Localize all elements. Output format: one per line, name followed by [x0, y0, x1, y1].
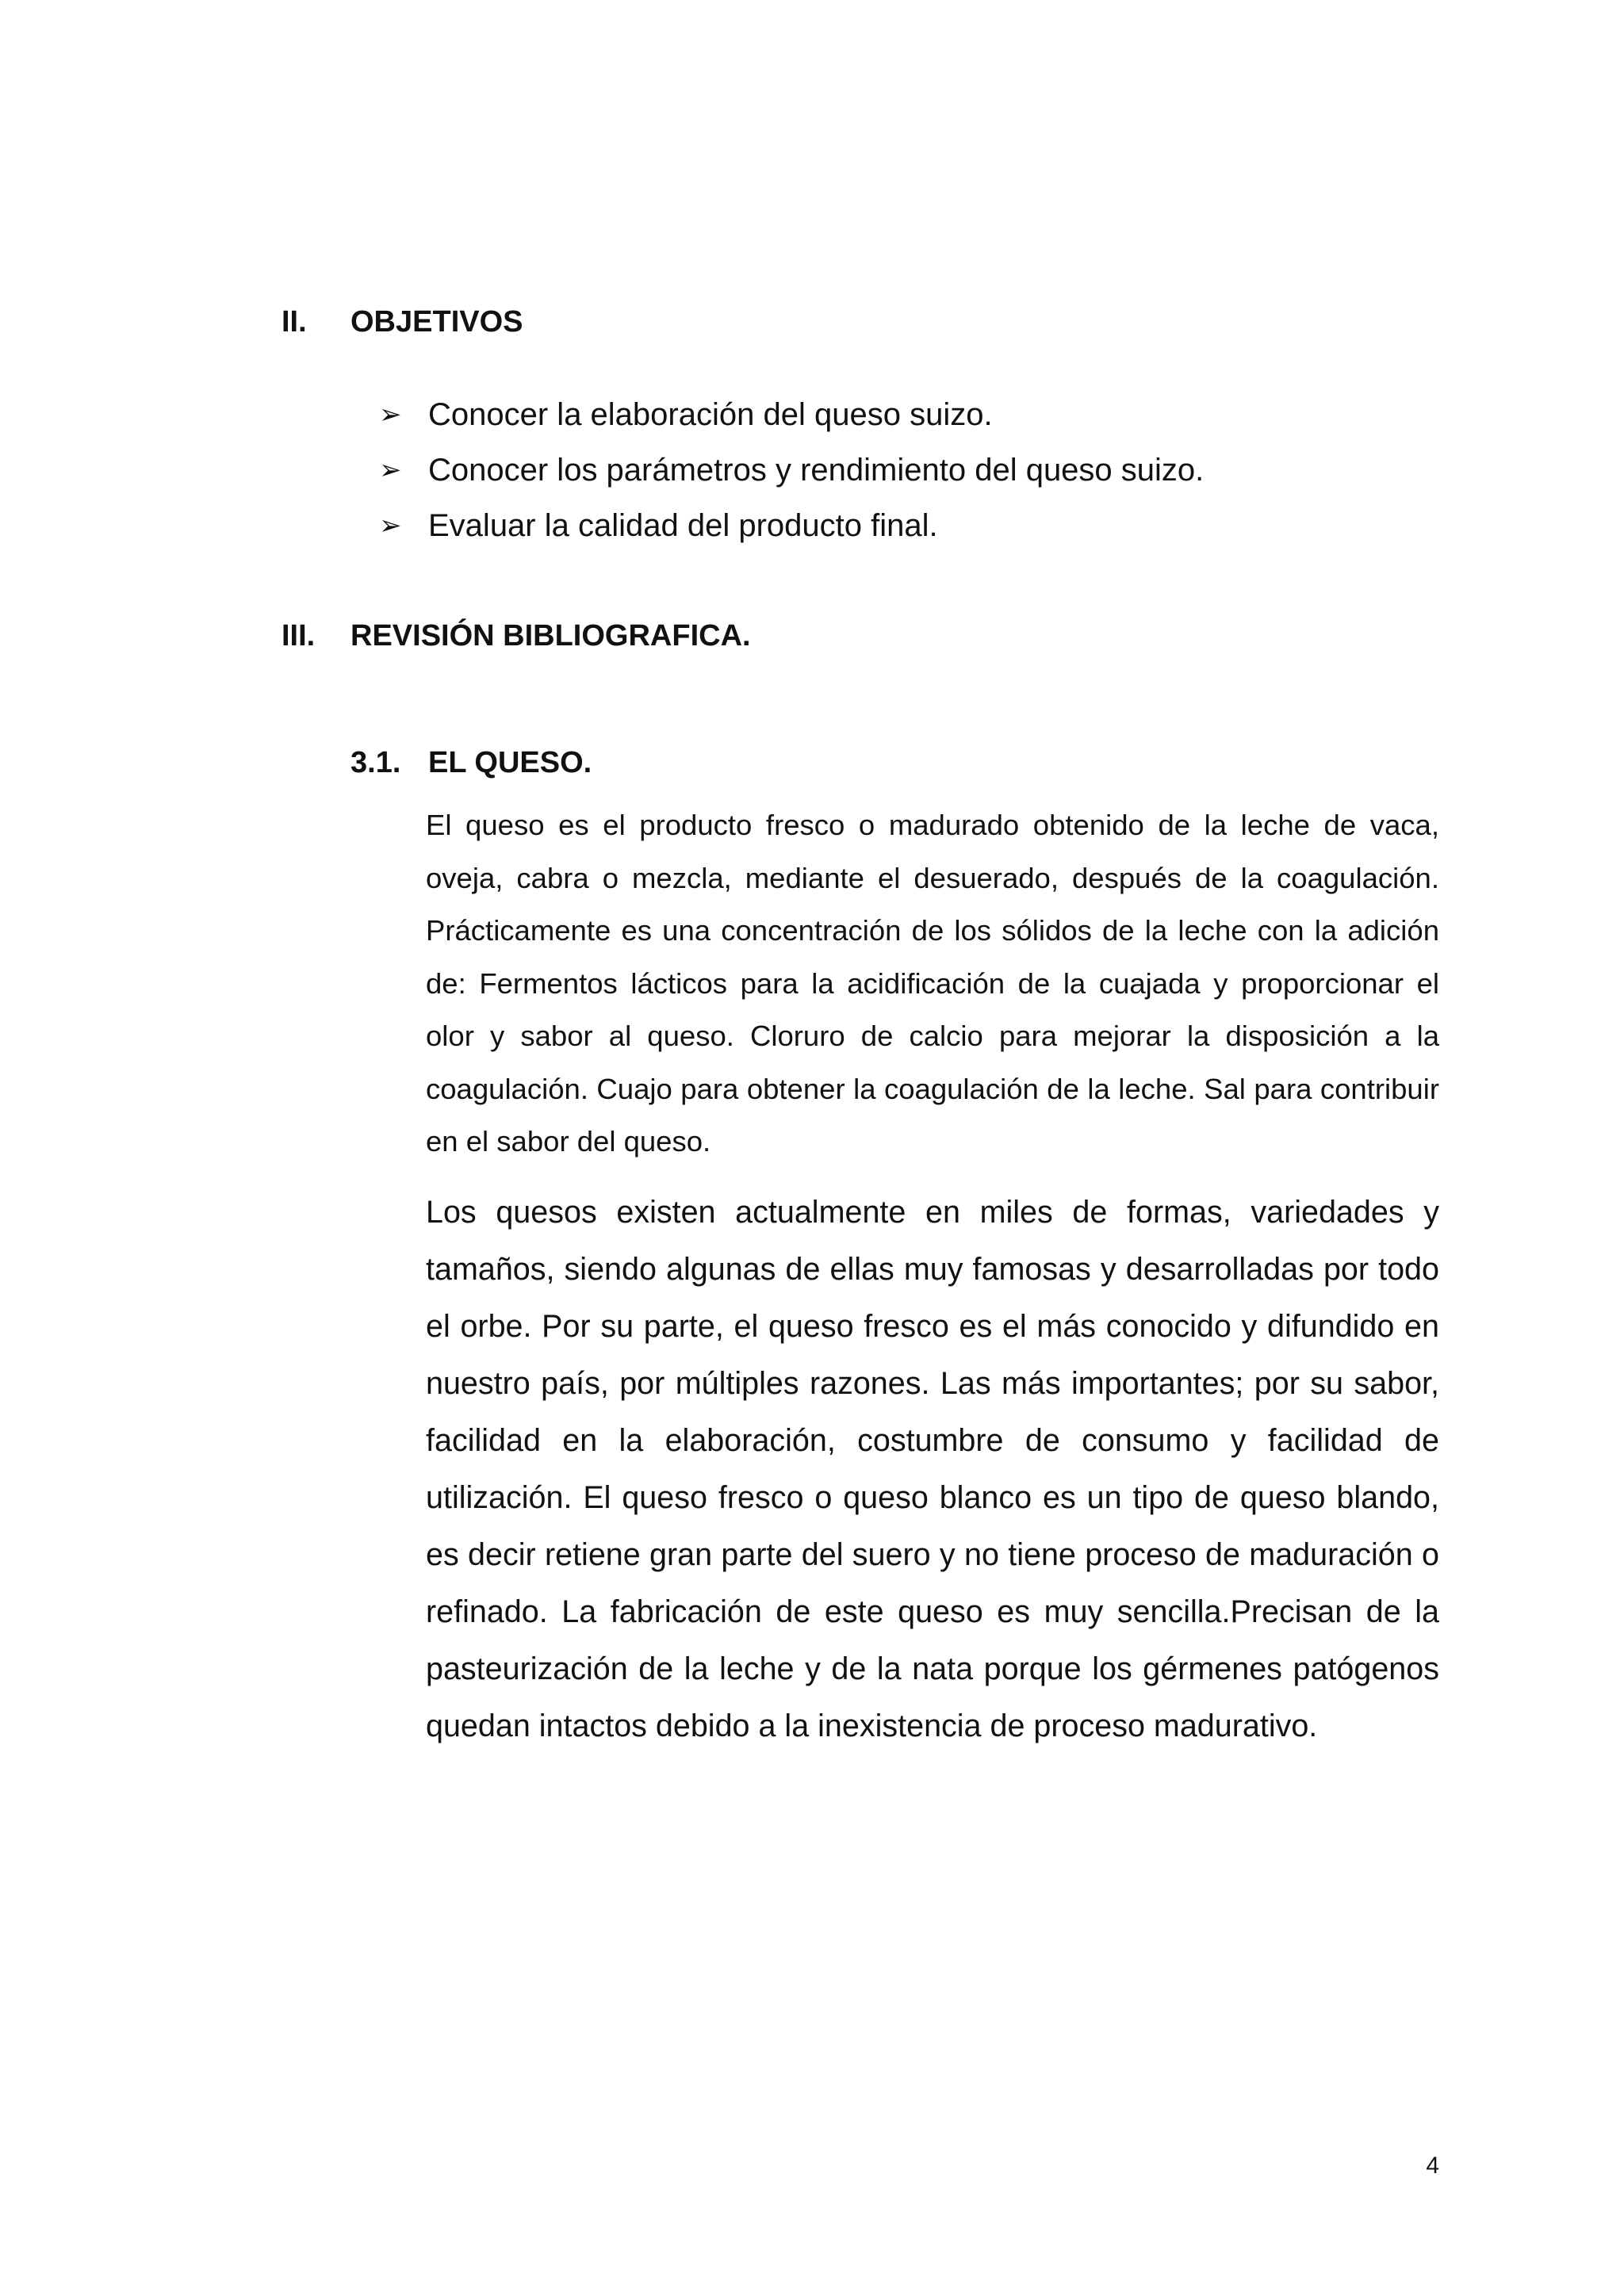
- section-title: REVISIÓN BIBLIOGRAFICA.: [350, 619, 751, 652]
- list-item-text: Conocer los parámetros y rendimiento del queso suizo.: [428, 453, 1205, 488]
- arrow-bullet-icon: ➢: [379, 455, 402, 485]
- subsection-number: 3.1.: [350, 746, 401, 779]
- paragraph-varieties: Los quesos existen actualmente en miles de formas, variedades y tamaños, siendo algunas de ellas muy famosas y desarrolladas por todo el orbe. Por su parte, el queso fresco es el más conocido y difundido en nuestro país, por múltiples razones. Las más importantes; por su sabor, facilidad en la elaboración, costumbre de consumo y facilidad de utilización. El queso fresco o queso blanco es un tipo de queso blando, es decir retiene gran parte del suero y no tiene proceso de maduración o refinado. La fabricación de este queso es muy sencilla.Precisan de la pasteurización de la leche y de la nata porque los gérmenes patógenos quedan intactos debido a la inexistencia de proceso madurativo.: [426, 1195, 1439, 1743]
- section-title: OBJETIVOS: [350, 305, 523, 339]
- page-number: 4: [1426, 2152, 1439, 2179]
- subsection-title: EL QUESO.: [428, 746, 592, 779]
- section-number: III.: [282, 619, 316, 652]
- list-item: [379, 442, 1331, 498]
- list-item-text: Conocer la elaboración del queso suizo.: [428, 397, 993, 432]
- objectives-list: [379, 387, 1331, 553]
- arrow-bullet-icon: ➢: [379, 511, 402, 541]
- subsection-heading-el-queso: [350, 745, 592, 780]
- section-heading-objetivos: [282, 304, 523, 339]
- list-item: [379, 387, 1331, 442]
- list-item: [379, 498, 1331, 553]
- section-number: II.: [282, 305, 307, 339]
- list-item-text: Evaluar la calidad del producto final.: [428, 508, 938, 543]
- paragraph-definition: El queso es el producto fresco o madurado obtenido de la leche de vaca, oveja, cabra o mezcla, mediante el desuerado, después de la coagulación. Prácticamente es una concentración de los sólidos de la leche con la adición de: Fermentos lácticos para la acidificación de la cuajada y proporcionar el olor y sabor al queso. Cloruro de calcio para mejorar la disposición a la coagulación. Cuajo para obtener la coagulación de la leche. Sal para contribuir en el sabor del queso.: [426, 809, 1439, 1158]
- section-heading-revision: [282, 618, 751, 653]
- arrow-bullet-icon: ➢: [379, 400, 402, 430]
